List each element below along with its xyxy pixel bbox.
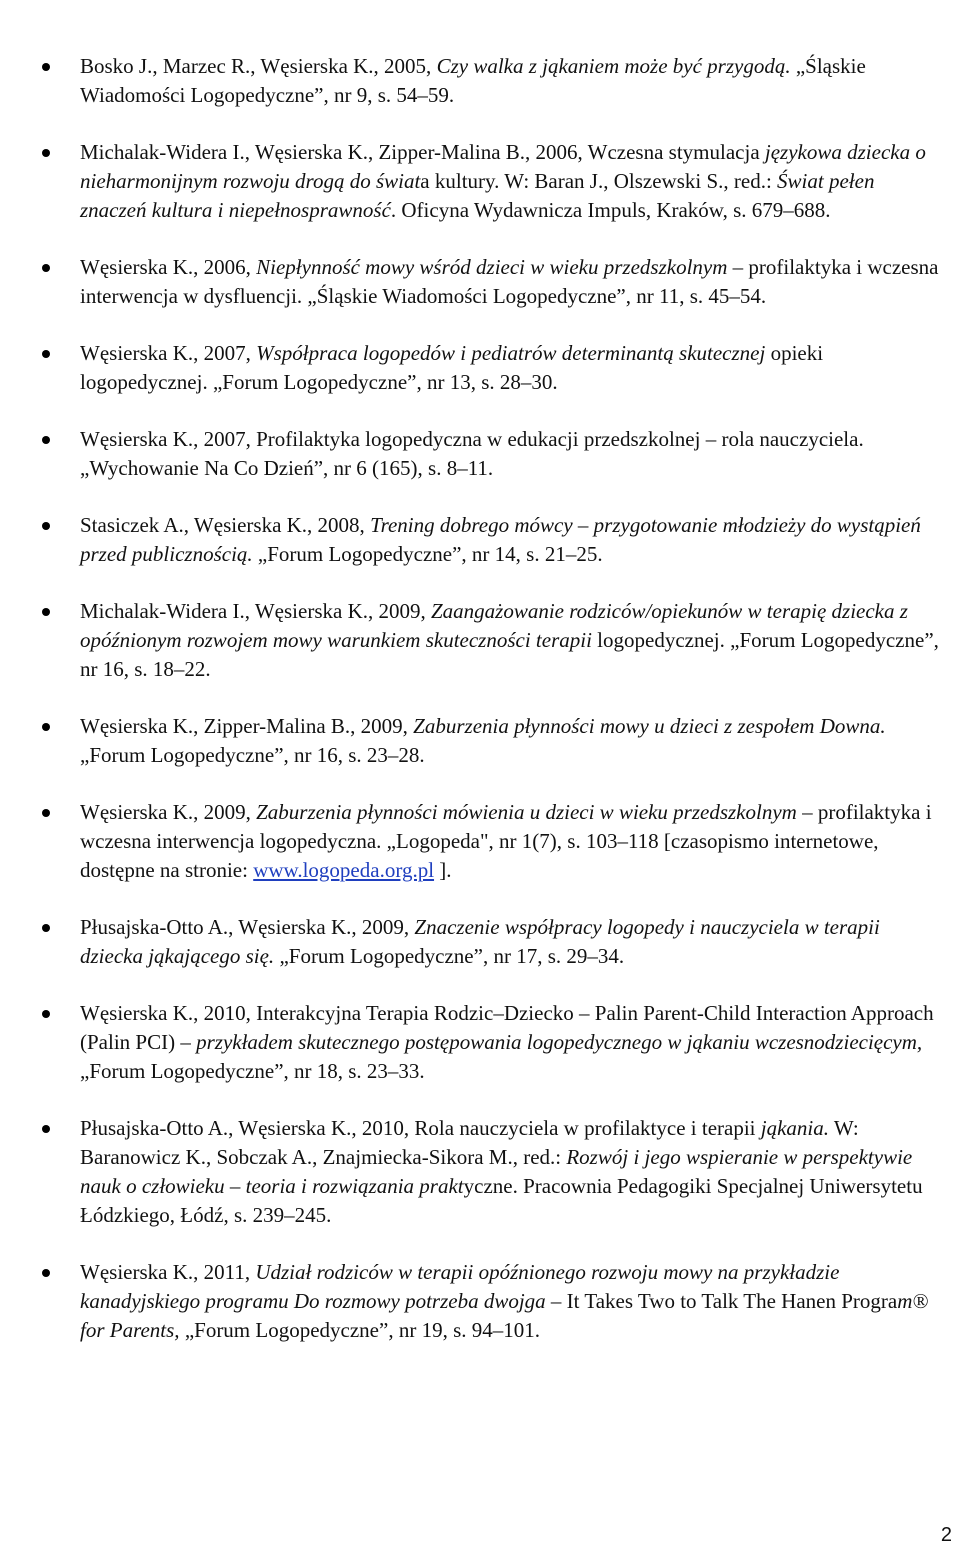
- bullet-icon: [42, 1010, 50, 1018]
- reference-link[interactable]: www.logopeda.org.pl: [253, 858, 435, 882]
- reference-text: „Forum Logopedyczne”, nr 18, s. 23–33.: [80, 1059, 425, 1083]
- bullet-icon: [42, 436, 50, 444]
- reference-text: – profilaktyka i wczesna interwencja w dysfluencji. „Śląskie Wiadomości Logopedyczne”, nr 11, s. 45–54.: [80, 255, 939, 308]
- reference-text: Węsierska K., 2006,: [80, 255, 257, 279]
- bullet-icon: [42, 924, 50, 932]
- reference-title-text: Zaangażowanie rodziców/opiekunów w terapię dziecka z opóźnionym rozwojem mowy warunkiem skuteczności terapii: [80, 599, 908, 652]
- reference-title-text: językowa dziecka o nieharmonijnym rozwoju drogą do świat: [80, 140, 926, 193]
- reference-text: „Forum Logopedyczne”, nr 16, s. 23–28.: [80, 743, 425, 767]
- reference-item: [0, 52, 960, 110]
- reference-item: [0, 913, 960, 971]
- bullet-icon: [42, 608, 50, 616]
- reference-item: [0, 597, 960, 684]
- reference-title-text: Trening dobrego mówcy – przygotowanie młodzieży do wystąpień przed publicznością.: [80, 513, 921, 566]
- reference-item: [0, 1258, 960, 1345]
- reference-text: ].: [434, 858, 452, 882]
- reference-title-text: Udział rodziców w terapii opóźnionego rozwoju mowy na przykładzie kanadyjskiego programu Do rozmowy potrzeba dwojga: [80, 1260, 840, 1313]
- reference-item: [0, 425, 960, 483]
- reference-item: [0, 138, 960, 225]
- bullet-icon: [42, 264, 50, 272]
- reference-text: Węsierska K., Zipper-Malina B., 2009,: [80, 714, 414, 738]
- reference-list: [0, 52, 960, 1373]
- reference-title-text: Współpraca logopedów i pediatrów determinantą skutecznej: [256, 341, 766, 365]
- reference-item: [0, 999, 960, 1086]
- bullet-icon: [42, 63, 50, 71]
- bullet-icon: [42, 350, 50, 358]
- bullet-icon: [42, 1269, 50, 1277]
- reference-text: Węsierska K., 2007, Profilaktyka logopedyczna w edukacji przedszkolnej – rola nauczyciela. „Wychowanie Na Co Dzień”, nr 6 (165), s. 8–11.: [80, 427, 864, 480]
- reference-text: „Forum Logopedyczne”, nr 19, s. 94–101.: [179, 1318, 540, 1342]
- reference-title-text: Zaburzenia płynności mowy u dzieci z zespołem Downa.: [413, 714, 886, 738]
- reference-text: – It Takes Two to Talk The Hanen Progra: [545, 1289, 898, 1313]
- reference-text: Węsierska K., 2010, Interakcyjna Terapia Rodzic–Dziecko – Palin Parent-Child Interaction Approach (Palin PCI) –: [80, 1001, 934, 1054]
- reference-text: Węsierska K., 2009,: [80, 800, 257, 824]
- reference-title-text: Znaczenie współpracy logopedy i nauczyciela w terapii dziecka jąkającego się.: [80, 915, 880, 968]
- reference-text: . Oficyna Wydawnicza Impuls, Kraków, s. 679–688.: [390, 198, 831, 222]
- reference-item: [0, 712, 960, 770]
- reference-text: – profilaktyka i wczesna interwencja logopedyczna. „Logopeda", nr 1(7), s. 103–118 [czasopismo internetowe, dostępne na stronie:: [80, 800, 932, 882]
- page-number: 2: [940, 1524, 952, 1546]
- reference-text: yczne. Pracownia Pedagogiki Specjalnej Uniwersytetu Łódzkiego, Łódź, s. 239–245.: [80, 1174, 923, 1227]
- reference-item: [0, 511, 960, 569]
- reference-text: „Forum Logopedyczne”, nr 17, s. 29–34.: [274, 944, 625, 968]
- reference-title-text: Rozwój i jego wspieranie w perspektywie nauk o człowieku – teoria i rozwiązania prakt: [80, 1145, 913, 1198]
- reference-item: [0, 339, 960, 397]
- reference-text: Michalak-Widera I., Węsierska K., Zipper-Malina B., 2006, Wczesna stymulacja: [80, 140, 765, 164]
- reference-text: a kultury. W: Baran J., Olszewski S., red.:: [420, 169, 778, 193]
- reference-text: Bosko J., Marzec R., Węsierska K., 2005,: [80, 54, 437, 78]
- reference-text: Węsierska K., 2011,: [80, 1260, 256, 1284]
- reference-title-text: m® for Parents,: [80, 1289, 929, 1342]
- reference-text: „Forum Logopedyczne”, nr 14, s. 21–25.: [252, 542, 603, 566]
- reference-text: Stasiczek A., Węsierska K., 2008,: [80, 513, 371, 537]
- reference-title-text: Zaburzenia płynności mówienia u dzieci w wieku przedszkolnym: [256, 800, 797, 824]
- reference-text: W: Baranowicz K., Sobczak A., Znajmiecka-Sikora M., red.:: [80, 1116, 859, 1169]
- reference-item: [0, 798, 960, 885]
- bullet-icon: [42, 723, 50, 731]
- reference-text: Płusajska-Otto A., Węsierska K., 2009,: [80, 915, 415, 939]
- reference-item: [0, 253, 960, 311]
- bullet-icon: [42, 1125, 50, 1133]
- reference-title-text: przykładem skutecznego postępowania logopedycznego w jąkaniu wczesnodziecięcym,: [196, 1030, 923, 1054]
- reference-title-text: jąkania.: [760, 1116, 830, 1140]
- reference-item: [0, 1114, 960, 1230]
- reference-title-text: Niepłynność mowy wśród dzieci w wieku przedszkolnym: [256, 255, 728, 279]
- reference-title-text: Świat pełen znaczeń kultura i niepełnosprawność: [80, 169, 875, 222]
- reference-text: „Śląskie Wiadomości Logopedyczne”, nr 9, s. 54–59.: [80, 54, 866, 107]
- bullet-icon: [42, 149, 50, 157]
- reference-text: Węsierska K., 2007,: [80, 341, 257, 365]
- reference-title-text: Czy walka z jąkaniem może być przygodą.: [436, 54, 791, 78]
- reference-text: Płusajska-Otto A., Węsierska K., 2010, Rola nauczyciela w profilaktyce i terapii: [80, 1116, 761, 1140]
- reference-text: logopedycznej. „Forum Logopedyczne”, nr 16, s. 18–22.: [80, 628, 939, 681]
- reference-text: Michalak-Widera I., Węsierska K., 2009,: [80, 599, 431, 623]
- bullet-icon: [42, 809, 50, 817]
- reference-text: opieki logopedycznej. „Forum Logopedyczne”, nr 13, s. 28–30.: [80, 341, 824, 394]
- bullet-icon: [42, 522, 50, 530]
